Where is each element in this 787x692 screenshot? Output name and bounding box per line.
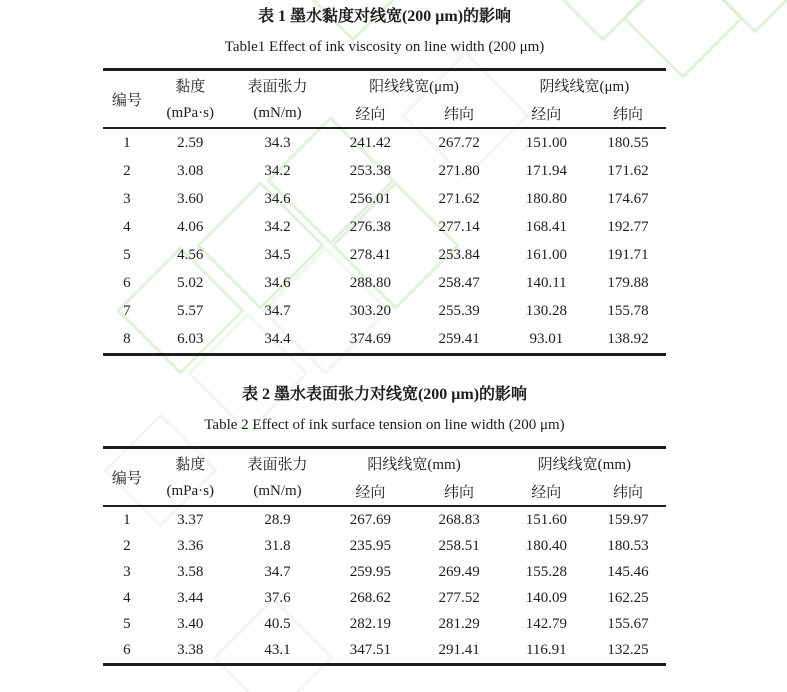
table-cell: 43.1: [264, 641, 291, 658]
table-cell: 268.83: [438, 511, 480, 528]
table-cell: 191.71: [607, 246, 649, 263]
table-cell: 161.00: [525, 246, 567, 263]
table-cell: 5.02: [177, 274, 204, 291]
table-cell: 3.37: [177, 511, 204, 528]
col-header-positive-line-group: 阳线线宽(mm): [367, 456, 461, 473]
table-cell: 116.91: [525, 641, 567, 658]
table-cell: 3.58: [177, 563, 204, 580]
table-cell: 6.03: [177, 330, 204, 347]
table-cell: 277.14: [438, 218, 480, 235]
table-cell: 3.60: [177, 190, 204, 207]
col-header-viscosity: 黏度: [175, 78, 206, 95]
table-cell: 5: [123, 615, 131, 632]
col-header-warp: 经向: [355, 484, 386, 501]
table-cell: 145.46: [607, 563, 649, 580]
table-cell: 34.7: [264, 563, 291, 580]
header-row-2: [103, 477, 666, 506]
header-row-1: [103, 448, 666, 478]
table-cell: 93.01: [529, 330, 564, 347]
table1-title-zh: 表 1 墨水黏度对线宽(200 μm)的影响: [257, 8, 512, 25]
table-cell: 34.5: [264, 246, 291, 263]
table-cell: 171.62: [607, 162, 649, 179]
col-header-weft: 纬向: [444, 484, 475, 501]
table-cell: 138.92: [607, 330, 649, 347]
table-cell: 255.39: [438, 302, 480, 319]
table-cell: 281.29: [438, 615, 480, 632]
table-cell: 2: [123, 162, 131, 179]
table-cell: 3.08: [177, 162, 204, 179]
table-cell: 241.42: [349, 134, 392, 151]
table-cell: 8: [123, 330, 131, 347]
col-header-weft: 纬向: [444, 106, 475, 123]
header-row-1: [103, 70, 666, 100]
table-cell: 5: [123, 246, 131, 263]
table-cell: 142.79: [525, 615, 567, 632]
col-header-positive-line-group: 阳线线宽(μm): [369, 78, 459, 95]
table-row: [103, 637, 666, 665]
table-cell: 282.19: [349, 615, 392, 632]
table-cell: 34.7: [264, 302, 291, 319]
table-cell: 2: [123, 537, 131, 554]
table-cell: 151.60: [525, 511, 567, 528]
table-cell: 253.38: [349, 162, 392, 179]
table-cell: 5.57: [177, 302, 204, 319]
table-cell: 34.4: [264, 330, 291, 347]
col-header-weft: 纬向: [612, 106, 643, 123]
table-cell: 269.49: [438, 563, 480, 580]
col-header-id: 编号: [111, 92, 142, 109]
table-row: [103, 128, 666, 157]
table-cell: 4.56: [177, 246, 204, 263]
table-cell: 256.01: [349, 190, 392, 207]
table-cell: 3: [123, 563, 131, 580]
table2-title-zh: 表 2 墨水表面张力对线宽(200 μm)的影响: [241, 386, 528, 403]
table-cell: 31.8: [264, 537, 291, 554]
table-row: [103, 585, 666, 611]
table-row: [103, 241, 666, 269]
table-cell: 34.2: [264, 218, 291, 235]
col-header-warp: 经向: [531, 106, 562, 123]
col-header-warp: 经向: [531, 484, 562, 501]
table-cell: 4: [123, 589, 131, 606]
table-row: [103, 269, 666, 297]
table-cell: 7: [123, 302, 131, 319]
table2-header: [103, 448, 666, 507]
table-cell: 155.67: [607, 615, 649, 632]
table-cell: 258.51: [438, 537, 480, 554]
table-cell: 1: [123, 134, 131, 151]
header-row-2: [103, 99, 666, 128]
table1-header: [103, 70, 666, 129]
table-cell: 37.6: [264, 589, 291, 606]
table1-section: [103, 6, 666, 356]
col-header-viscosity-unit: (mPa·s): [166, 104, 214, 121]
table-row: [103, 506, 666, 533]
table-cell: 3.36: [177, 537, 204, 554]
table-cell: 3: [123, 190, 131, 207]
table-row: [103, 533, 666, 559]
col-header-surface-tension-unit: (mN/m): [253, 104, 302, 121]
table-cell: 271.62: [438, 190, 480, 207]
col-header-negative-line-group: 阴线线宽(μm): [539, 78, 630, 95]
surface-tension-table: [103, 446, 666, 666]
table-cell: 267.69: [349, 511, 392, 528]
table2-body: [103, 506, 666, 665]
table-row: [103, 185, 666, 213]
col-header-surface-tension: 表面张力: [247, 78, 308, 95]
table-row: [103, 213, 666, 241]
table-cell: 34.6: [264, 274, 291, 291]
table-cell: 155.28: [525, 563, 567, 580]
table-cell: 140.11: [525, 274, 567, 291]
table-cell: 291.41: [438, 641, 480, 658]
col-header-weft: 纬向: [612, 484, 643, 501]
table-cell: 180.55: [607, 134, 649, 151]
page-content: [103, 0, 666, 666]
table-cell: 6: [123, 274, 131, 291]
table-cell: 192.77: [607, 218, 649, 235]
table-row: [103, 611, 666, 637]
table1-body: [103, 128, 666, 355]
table-cell: 168.41: [525, 218, 567, 235]
table-cell: 130.28: [525, 302, 567, 319]
watermark-diamond: [694, 0, 787, 34]
table-cell: 155.78: [607, 302, 649, 319]
table-row: [103, 559, 666, 585]
table-cell: 4.06: [177, 218, 204, 235]
table-cell: 34.6: [264, 190, 291, 207]
table-cell: 179.88: [607, 274, 649, 291]
col-header-viscosity: 黏度: [175, 456, 206, 473]
col-header-id: 编号: [111, 470, 142, 487]
table1-title-en: Table1 Effect of ink viscosity on line width (200 μm): [224, 39, 545, 55]
table-cell: 259.41: [438, 330, 480, 347]
table-cell: 3.44: [177, 589, 204, 606]
table-cell: 288.80: [349, 274, 392, 291]
table-cell: 151.00: [525, 134, 567, 151]
table-cell: 40.5: [264, 615, 291, 632]
table-cell: 180.53: [607, 537, 649, 554]
table-cell: 1: [123, 511, 131, 528]
viscosity-table: [103, 68, 666, 356]
table-cell: 132.25: [607, 641, 649, 658]
table-cell: 171.94: [525, 162, 567, 179]
table-cell: 140.09: [525, 589, 567, 606]
table-cell: 6: [123, 641, 131, 658]
col-header-viscosity-unit: (mPa·s): [166, 482, 214, 499]
table-cell: 34.3: [264, 134, 291, 151]
table-cell: 162.25: [607, 589, 649, 606]
col-header-surface-tension-unit: (mN/m): [253, 482, 302, 499]
table-cell: 180.40: [525, 537, 567, 554]
table-cell: 159.97: [607, 511, 649, 528]
table-row: [103, 297, 666, 325]
table-cell: 34.2: [264, 162, 291, 179]
table-cell: 4: [123, 218, 131, 235]
table-cell: 271.80: [438, 162, 480, 179]
col-header-negative-line-group: 阴线线宽(mm): [537, 456, 631, 473]
table-cell: 253.84: [438, 246, 480, 263]
table-cell: 3.38: [177, 641, 204, 658]
table-cell: 2.59: [177, 134, 204, 151]
table-cell: 268.62: [349, 589, 392, 606]
table-cell: 28.9: [264, 511, 291, 528]
table-cell: 174.67: [607, 190, 649, 207]
table-cell: 276.38: [349, 218, 392, 235]
table-row: [103, 325, 666, 355]
table-cell: 259.95: [349, 563, 392, 580]
table2-section: [103, 384, 666, 666]
table2-title-en: Table 2 Effect of ink surface tension on line width (200 μm): [204, 417, 565, 433]
table-cell: 303.20: [349, 302, 392, 319]
table-cell: 180.80: [525, 190, 567, 207]
table-cell: 347.51: [349, 641, 392, 658]
col-header-surface-tension: 表面张力: [247, 456, 308, 473]
table-cell: 374.69: [349, 330, 392, 347]
table-cell: 277.52: [438, 589, 480, 606]
table-cell: 3.40: [177, 615, 204, 632]
table-cell: 258.47: [438, 274, 480, 291]
table-cell: 235.95: [349, 537, 392, 554]
col-header-warp: 经向: [355, 106, 386, 123]
table-cell: 267.72: [438, 134, 480, 151]
table-cell: 278.41: [349, 246, 392, 263]
table-row: [103, 157, 666, 185]
